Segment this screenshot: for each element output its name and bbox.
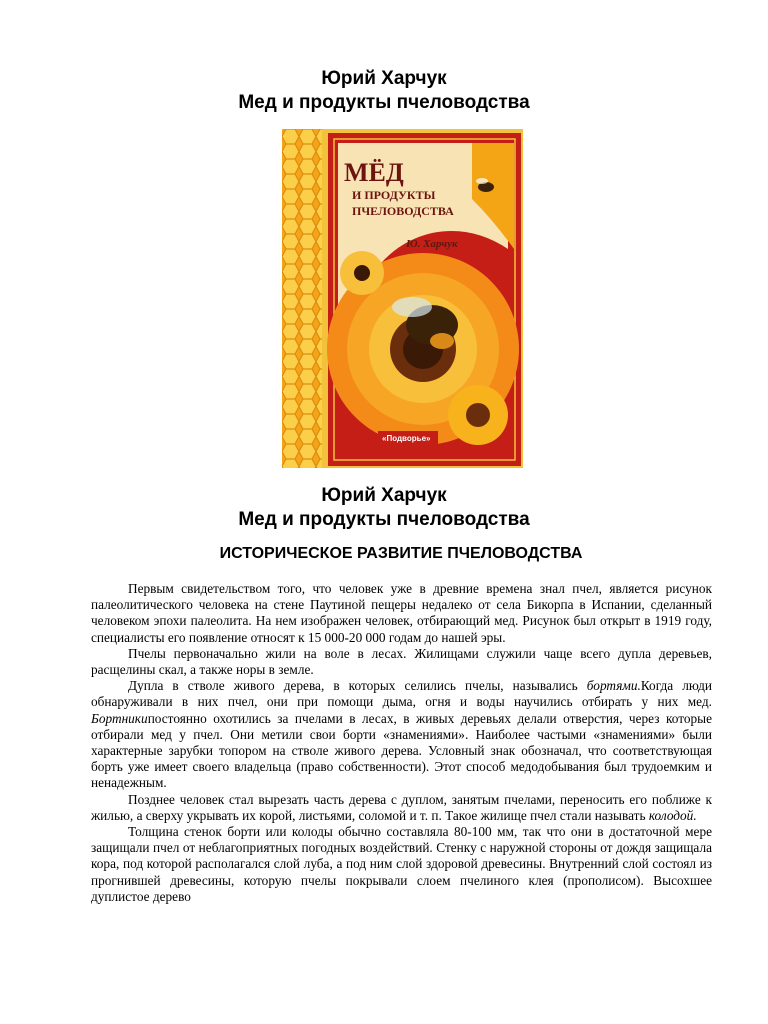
cover-publisher: «Подворье»	[382, 434, 431, 443]
header-title: Мед и продукты пчеловодства	[238, 92, 530, 113]
paragraph-3-part-b: Когда люди обнаруживали в них пчел, они при помощи дыма, огня и воды научились отбирать у них мед.	[91, 678, 712, 710]
term-borti: бортями.	[586, 678, 641, 694]
title-book-name: Мед и продукты пчеловодства	[238, 509, 530, 530]
body-text	[91, 581, 712, 905]
term-bortniki: Бортники	[91, 710, 148, 726]
paragraph-3	[91, 678, 712, 791]
book-cover-illustration	[282, 129, 523, 468]
book-cover-image	[282, 129, 523, 468]
paragraph-4	[91, 792, 712, 824]
cover-title-line-1: МЁД	[344, 158, 404, 187]
paragraph-5: Толщина стенок борти или колоды обычно составляла 80-100 мм, так что они в достаточной мере защищали пчел от неблагоприятных погодных воздействий. Стенку с наружной стороны от дождя защищала кора, под которой располагался слой луба, а под ним слой здоровой древесины. Внутренний слой состоял из прогнившей древесины, которую пчелы покрывали слоем пчелиного клея (прополисом). Высохшее дуплистое дерево	[91, 824, 712, 904]
term-koloda: колодой.	[648, 807, 697, 823]
paragraph-1: Первым свидетельством того, что человек уже в древние времена знал пчел, является рисунок палеолитического человека на стене Паутиной пещеры недалеко от села Бикорпа в Испании, сделанный человеком эпохи палеолита. На нем изображен человек, отбирающий мед. Рисунок был открыт в 1919 году, специалисты его появление относят к 15 000-20 000 годам до нашей эры.	[91, 581, 712, 645]
title-author: Юрий Харчук	[321, 485, 447, 506]
section-heading: ИСТОРИЧЕСКОЕ РАЗВИТИЕ ПЧЕЛОВОДСТВА	[219, 545, 583, 562]
paragraph-4-part-a: Позднее человек стал вырезать часть дерева с дуплом, занятым пчелами, переносить его поближе к жилью, а сверху укрывать их корой, листьями, соломой и т. п. Такое жилище пчел стали называть	[91, 791, 712, 823]
document-header	[0, 67, 768, 115]
paragraph-3-part-a: Дупла в стволе живого дерева, в которых селились пчелы, назывались	[128, 678, 587, 694]
cover-author: Ю. Харчук	[406, 238, 458, 250]
title-block	[0, 484, 768, 532]
paragraph-2: Пчелы первоначально жили на воле в лесах. Жилищами служили чаще всего дупла деревьев, расщелины скал, а также норы в земле.	[91, 645, 712, 678]
header-author: Юрий Харчук	[321, 68, 447, 89]
cover-title-line-3: ПЧЕЛОВОДСТВА	[352, 204, 454, 218]
paragraph-3-part-c: постоянно охотились за пчелами в лесах, в живых деревьях делали отверстия, через которые отбирали мед у пчел. Они метили свои борти «знамениями». Наиболее частыми «знамениями» были характерные зарубки топором на стволе живого дерева. Условный знак обозначал, что соответствующая борть уже имеет своего владельца (право собственности). Этот способ медодобывания был трудоемким и ненадежным.	[91, 710, 712, 791]
cover-title-line-2: И ПРОДУКТЫ	[352, 188, 436, 202]
